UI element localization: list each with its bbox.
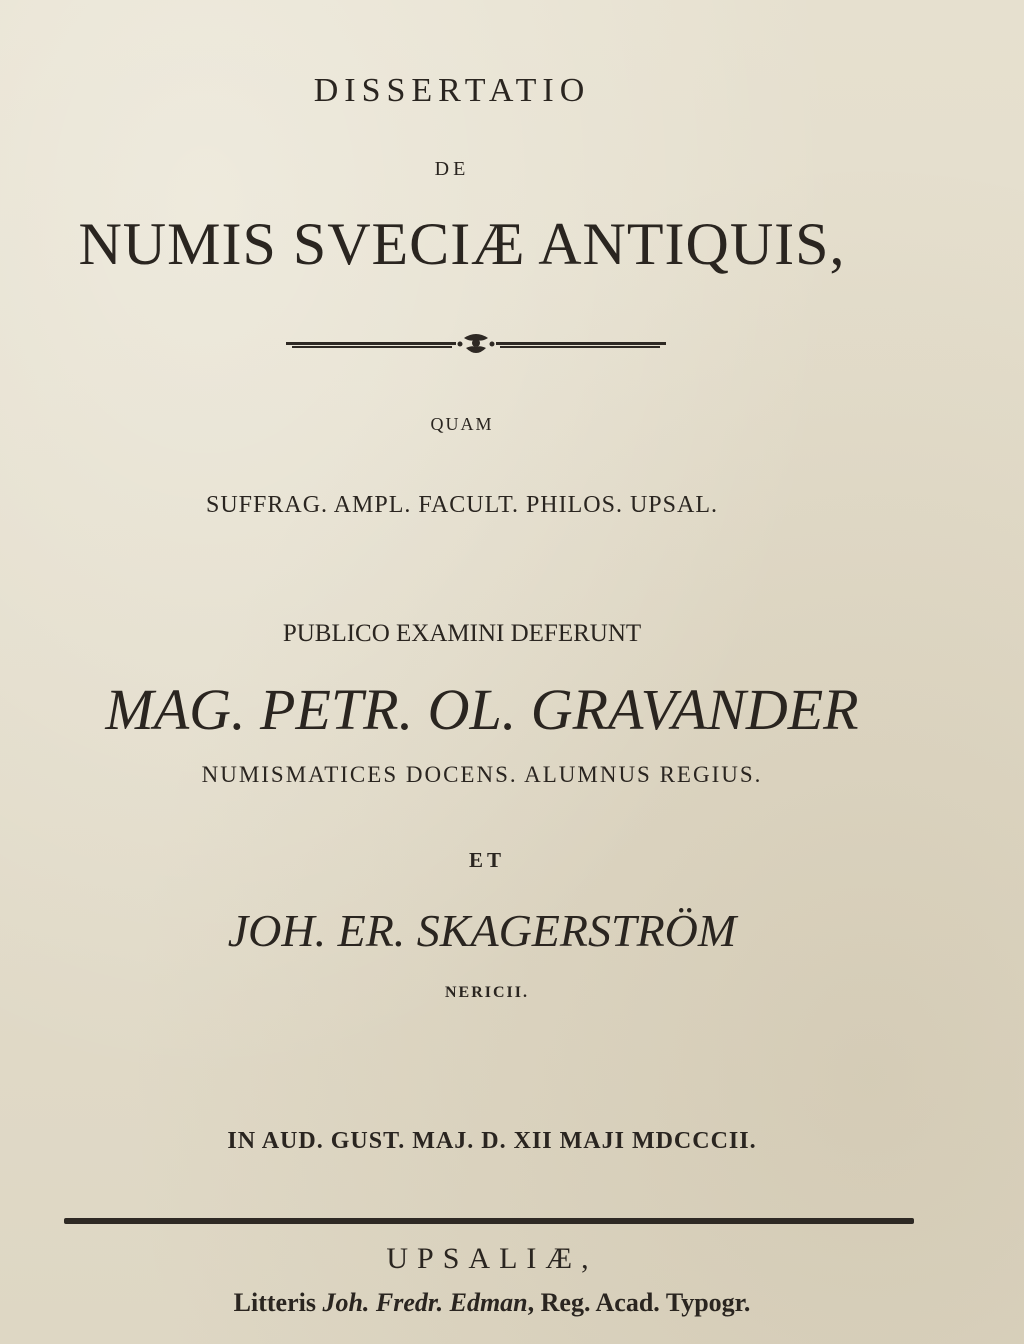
author-skagerstrom-origin: NERICII. (444, 984, 529, 1001)
printer-name: Joh. Fredr. Edman (322, 1288, 528, 1317)
conjunction-et: ET (468, 848, 505, 872)
imprint-printer (0, 1288, 1004, 1318)
printer-suffix: , Reg. Acad. Typogr. (527, 1288, 751, 1317)
examination-line: PUBLICO EXAMINI DEFERUNT (282, 620, 642, 647)
title-preposition: DE (434, 158, 470, 180)
venue-date-line: IN AUD. GUST. MAJ. D. XII MAJI MDCCCII. (227, 1128, 757, 1154)
dissertation-heading: DISSERTATIO (313, 72, 591, 109)
main-title: NUMIS SVECIÆ ANTIQUIS, (78, 211, 846, 277)
quam-line: QUAM (430, 414, 494, 434)
ornament-divider-icon (286, 330, 666, 358)
printer-prefix: Litteris (233, 1288, 316, 1317)
imprint-city: UPSALIÆ, (386, 1242, 598, 1275)
faculty-line: SUFFRAG. AMPL. FACULT. PHILOS. UPSAL. (205, 492, 718, 518)
author-gravander: MAG. PETR. OL. GRAVANDER (105, 677, 859, 742)
author-gravander-description: NUMISMATICES DOCENS. ALUMNUS REGIUS. (201, 762, 763, 787)
horizontal-rule (64, 1218, 914, 1224)
author-skagerstrom: JOH. ER. SKAGERSTRÖM (227, 905, 737, 956)
